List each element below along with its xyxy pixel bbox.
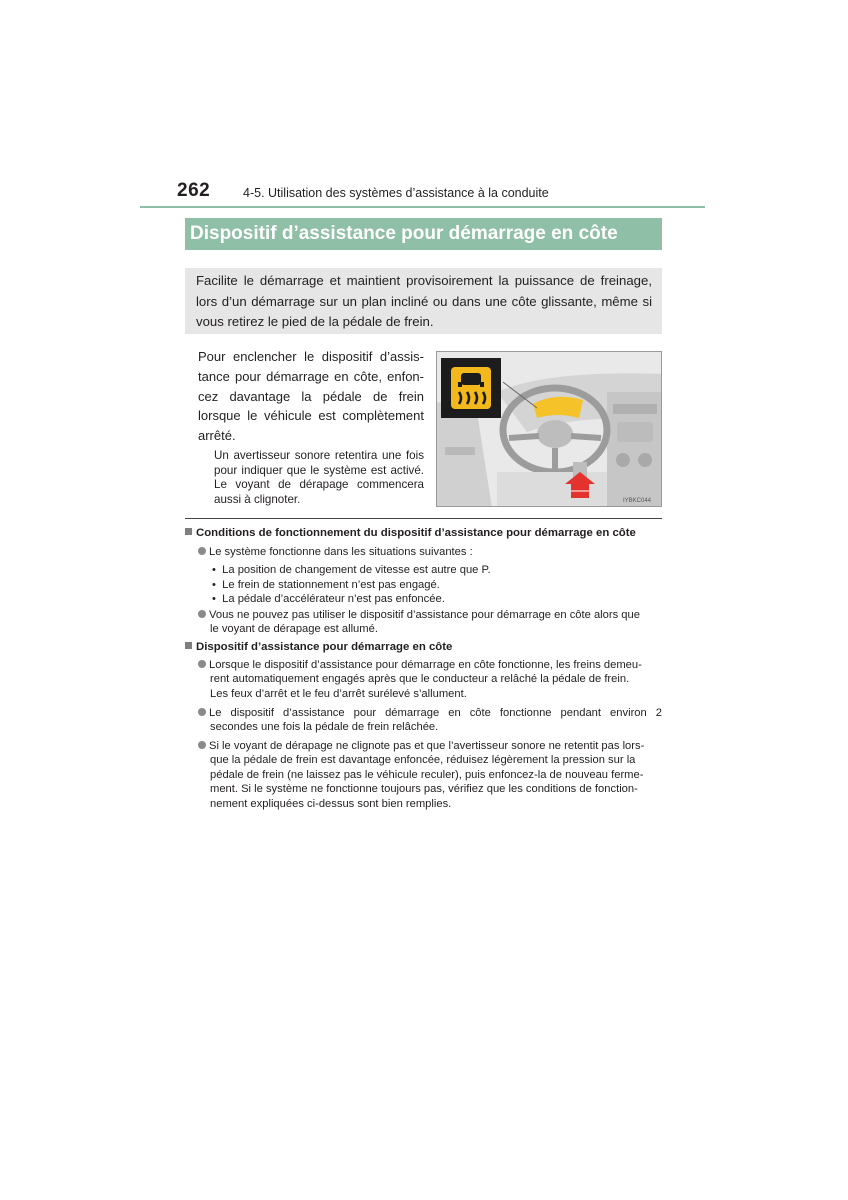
intro-box: [185, 268, 662, 334]
subitem-marker: •: [212, 579, 223, 591]
conditions-subitem-text: La pédale d’accélérateur n’est pas enfoncée.: [222, 593, 445, 605]
round-bullet-icon: [198, 660, 206, 668]
conditions-item: [198, 608, 662, 637]
device-item-text: ment. Si le système ne fonctionne toujours pas, vérifiez que les conditions de fonction-: [210, 783, 638, 796]
main-paragraph-line: arrêté.: [198, 428, 236, 444]
conditions-subitem: [212, 592, 445, 606]
conditions-item-text: le voyant de dérapage est allumé.: [210, 623, 378, 636]
device-item-text: secondes une fois la pédale de frein relâchée.: [210, 721, 439, 734]
conditions-subitem: [212, 563, 491, 577]
activation-note-line: Un avertisseur sonore retentira une fois: [214, 449, 424, 462]
activation-note-line: pour indiquer que le système est activé.: [214, 463, 424, 477]
running-title: 4-5. Utilisation des systèmes d’assistance à la conduite: [243, 186, 549, 200]
device-item-text: pédale de frein (ne laissez pas le véhicule reculer), puis enfoncez-la de nouveau ferme-: [210, 768, 644, 781]
device-item-text: Le dispositif d’assistance pour démarrage en côte fonctionne pendant environ 2: [209, 707, 662, 719]
header-rule: [140, 206, 705, 208]
section-separator: [185, 518, 662, 519]
device-heading-text: Dispositif d’assistance pour démarrage en côte: [196, 641, 453, 653]
conditions-subitem-text: La position de changement de vitesse est autre que P.: [222, 564, 491, 576]
conditions-item-text: Le système fonctionne dans les situations suivantes :: [209, 546, 473, 558]
device-item: [198, 739, 662, 811]
skid-indicator-icon: [441, 358, 501, 418]
device-item-text: Si le voyant de dérapage ne clignote pas et que l’avertisseur sonore ne retentit pas lors-: [209, 740, 645, 752]
activation-note: [214, 449, 424, 507]
main-paragraph-line: lorsque le véhicule est complètement: [198, 408, 424, 424]
device-item-text: que la pédale de frein est davantage enfoncée, réduisez légèrement la pression sur la: [210, 754, 636, 767]
round-bullet-icon: [198, 547, 206, 555]
conditions-heading-text: Conditions de fonctionnement du dispositif d’assistance pour démarrage en côte: [196, 527, 636, 539]
activation-note-line: aussi à clignoter.: [214, 492, 301, 506]
round-bullet-icon: [198, 610, 206, 618]
intro-line: lors d’un démarrage sur un plan incliné ou dans une côte glissante, même si: [196, 293, 652, 309]
square-bullet-icon: [185, 642, 192, 649]
conditions-subitem-text: Le frein de stationnement n’est pas engagé.: [222, 579, 440, 591]
device-item-text: Les feux d’arrêt et le feu d’arrêt surélevé s’allument.: [210, 687, 467, 700]
conditions-heading: [185, 527, 636, 539]
page-number: 262: [177, 180, 211, 201]
round-bullet-icon: [198, 741, 206, 749]
main-paragraph-line: tance pour démarrage en côte, enfon-: [198, 368, 424, 384]
section-title: Dispositif d’assistance pour démarrage en côte: [185, 218, 662, 250]
round-bullet-icon: [198, 708, 206, 716]
square-bullet-icon: [185, 528, 192, 535]
device-item-text: rent automatiquement engagés après que le conducteur a relâché la pédale de frein.: [210, 673, 630, 686]
device-item: [198, 706, 662, 735]
device-item: [198, 658, 662, 701]
activation-note-line: Le voyant de dérapage commencera: [214, 478, 424, 492]
main-paragraph: [198, 347, 424, 446]
intro-line: Facilite le démarrage et maintient provisoirement la puissance de freinage,: [196, 273, 652, 288]
dashboard-illustration: [436, 351, 662, 507]
main-paragraph-line: cez davantage la pédale de frein: [198, 388, 424, 404]
conditions-item: [198, 545, 473, 559]
illustration-code: IYBKC044: [623, 498, 652, 504]
conditions-subitem: [212, 578, 440, 592]
device-item-text: Lorsque le dispositif d’assistance pour démarrage en côte fonctionne, les freins demeu-: [209, 659, 642, 671]
subitem-marker: •: [212, 593, 223, 605]
main-paragraph-line: Pour enclencher le dispositif d’assis-: [198, 349, 424, 364]
device-heading: [185, 641, 452, 653]
subitem-marker: •: [212, 564, 223, 576]
intro-line: vous retirez le pied de la pédale de frein.: [196, 314, 434, 329]
device-item-text: nement expliquées ci-dessus sont bien remplies.: [210, 797, 452, 810]
conditions-item-text: Vous ne pouvez pas utiliser le dispositif d’assistance pour démarrage en côte alors que: [209, 609, 640, 621]
